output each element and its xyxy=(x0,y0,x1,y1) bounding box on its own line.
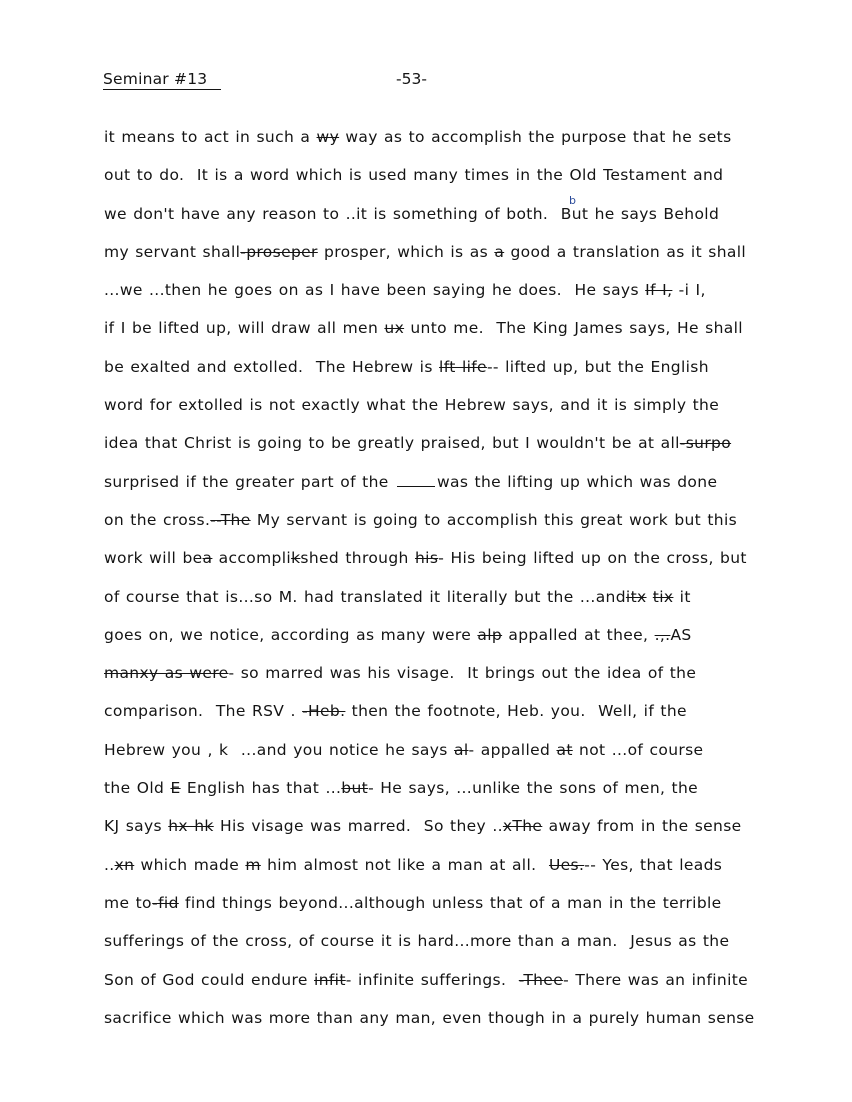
struck-text: at xyxy=(556,740,573,759)
page-header-title: Seminar #13 xyxy=(103,69,221,90)
struck-text: xThe xyxy=(502,817,543,836)
text-line xyxy=(104,892,804,930)
line-text: shed through xyxy=(300,549,415,568)
line-text: not ...of course xyxy=(572,740,704,759)
struck-text: Ues. xyxy=(548,855,585,874)
struck-text: a xyxy=(202,549,213,568)
line-text: me to xyxy=(104,893,153,912)
struck-text: .,. xyxy=(654,625,671,644)
line-text: accompli xyxy=(212,549,292,568)
line-text: - so marred was his visage. It brings out the idea of the xyxy=(228,664,697,683)
struck-text: hx hk xyxy=(168,817,214,836)
line-text: -- Yes, that leads xyxy=(584,855,723,874)
struck-text: lft life xyxy=(439,357,487,376)
struck-text: -Thee xyxy=(518,970,564,989)
struck-text: manxy as were xyxy=(104,664,229,683)
line-text: surprised if the greater part of the xyxy=(104,472,395,491)
text-line xyxy=(104,164,804,202)
line-text: good a translation as it shall xyxy=(504,242,747,261)
text-line xyxy=(104,739,804,777)
line-text: - He says, ...unlike the sons of men, the xyxy=(368,779,699,798)
text-line xyxy=(104,356,804,394)
line-text: appalled at thee, xyxy=(502,625,655,644)
line-text: if I be lifted up, will draw all men xyxy=(104,319,385,338)
line-text: - infinite sufferings. xyxy=(345,970,519,989)
text-line xyxy=(104,471,804,509)
blank-space xyxy=(397,472,435,487)
text-line xyxy=(104,432,804,470)
line-text: - appalled xyxy=(468,740,557,759)
text-line xyxy=(104,854,804,892)
struck-text: m xyxy=(245,855,261,874)
handwritten-correction: b xyxy=(569,194,576,207)
text-line xyxy=(104,126,804,164)
struck-text: al xyxy=(453,740,469,759)
line-text: - There was an infinite xyxy=(563,970,749,989)
struck-text: ux xyxy=(384,319,405,338)
line-text: my servant shall xyxy=(104,242,241,261)
line-text: comparison. The RSV . xyxy=(104,702,303,721)
line-text: goes on, we notice, according as many were xyxy=(104,625,478,644)
text-line xyxy=(104,624,804,662)
line-text: My servant is going to accomplish this great work but this xyxy=(250,510,738,529)
line-text: Hebrew you , k ...and you notice he says xyxy=(104,740,454,759)
text-line xyxy=(104,930,804,968)
line-text: sufferings of the cross, of course it is hard...more than a man. Jesus as the xyxy=(104,932,730,951)
page-number: -53- xyxy=(396,70,427,88)
line-text: on the cross. xyxy=(104,510,211,529)
struck-text: --The xyxy=(210,510,251,529)
struck-text: -surpo xyxy=(679,434,732,453)
text-line xyxy=(104,547,804,585)
text-line xyxy=(104,317,804,355)
text-line xyxy=(104,509,804,547)
text-line xyxy=(104,394,804,432)
text-line xyxy=(104,700,804,738)
line-text: which made xyxy=(134,855,246,874)
line-text: Son of God could endure xyxy=(104,970,315,989)
line-text: was the lifting up which was done xyxy=(436,472,718,491)
line-text: away from in the sense xyxy=(542,817,742,836)
text-line xyxy=(104,203,804,241)
struck-text: alp xyxy=(477,625,503,644)
text-line xyxy=(104,586,804,624)
line-text: His visage was marred. So they .. xyxy=(213,817,503,836)
line-text: AS xyxy=(670,625,692,644)
struck-text: -proseper xyxy=(240,242,318,261)
text-line xyxy=(104,777,804,815)
line-text: English has that ... xyxy=(180,779,342,798)
struck-text: If I, xyxy=(645,281,673,300)
text-line xyxy=(104,279,804,317)
line-text: him almost not like a man at all. xyxy=(260,855,549,874)
text-line xyxy=(104,815,804,853)
struck-text: a xyxy=(494,242,505,261)
line-text: be exalted and extolled. The Hebrew is xyxy=(104,357,440,376)
text-line xyxy=(104,969,804,1007)
text-line xyxy=(104,662,804,700)
line-text: -- lifted up, but the English xyxy=(486,357,709,376)
line-text: we don't have any reason to ..it is something of both. xyxy=(104,204,561,223)
transcript-body xyxy=(104,126,804,1045)
line-text: find things beyond...although unless that of a man in the terrible xyxy=(178,893,722,912)
struck-text: -Heb. xyxy=(302,702,346,721)
struck-text: his xyxy=(414,549,439,568)
line-text: .. xyxy=(104,855,115,874)
line-text: ...we ...then he goes on as I have been saying he does. He says xyxy=(104,281,646,300)
struck-text: xn xyxy=(114,855,135,874)
line-text: it xyxy=(673,587,691,606)
struck-text: -fid xyxy=(152,893,179,912)
text-line xyxy=(104,241,804,279)
line-text: sacrifice which was more than any man, even though in a purely human sense xyxy=(104,1008,755,1027)
line-text: KJ says xyxy=(104,817,169,836)
line-text: idea that Christ is going to be greatly praised, but I wouldn't be at all xyxy=(104,434,680,453)
line-text: the Old xyxy=(104,779,171,798)
line-text: it means to act in such a xyxy=(104,128,317,146)
line-text: then the footnote, Heb. you. Well, if the xyxy=(345,702,687,721)
struck-text: tix xyxy=(652,587,674,606)
struck-text: wy xyxy=(316,128,340,146)
line-text: - His being lifted up on the cross, but xyxy=(438,549,747,568)
struck-text: itx xyxy=(625,587,647,606)
line-text: of course that is...so M. had translated it literally but the ...and xyxy=(104,587,626,606)
struck-text: but xyxy=(341,779,369,798)
text-line xyxy=(104,1007,804,1045)
line-text: unto me. The King James says, He shall xyxy=(404,319,743,338)
struck-text: k xyxy=(291,549,301,568)
line-text: word for extolled is not exactly what the Hebrew says, and it is simply the xyxy=(104,396,720,415)
line-text: prosper, which is as xyxy=(317,242,495,261)
line-text: But he says Behold xyxy=(560,204,720,223)
line-text: -i I, xyxy=(672,281,706,300)
line-text: out to do. It is a word which is used many times in the Old Testament and xyxy=(104,166,724,185)
line-text: work will be xyxy=(104,549,203,568)
struck-text: E xyxy=(170,779,181,798)
line-text: way as to accomplish the purpose that he sets xyxy=(339,128,732,146)
struck-text: infit xyxy=(314,970,346,989)
